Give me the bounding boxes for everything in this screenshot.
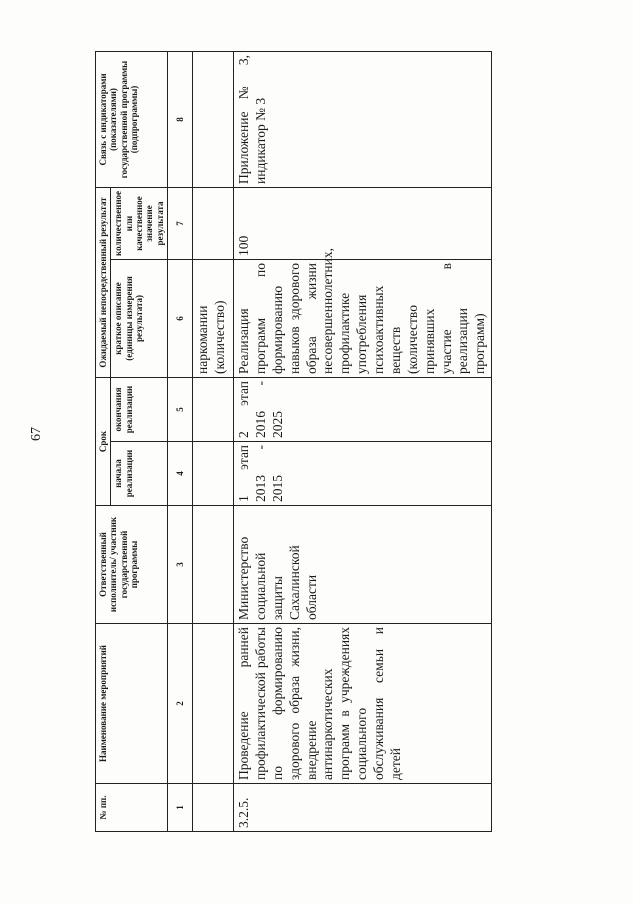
header-name: Наименование мероприятий [96, 624, 168, 784]
header-num: № пп. [96, 784, 168, 832]
measures-table [95, 51, 492, 832]
row-executor: Министерство социальной защиты Сахалинской области [234, 506, 492, 624]
header-result: Ожидаемый непосредственный результат [96, 187, 111, 377]
col-number: 8 [168, 51, 193, 187]
table-row [234, 51, 492, 831]
row-num: 3.2.5. [234, 784, 492, 832]
row-name: Проведение ранней профилактической работы по формированию здорового образа жизни, внедрение антинаркотических программ в учреждениях социального обслуживания семьи и детей [234, 624, 492, 784]
row-start: 1 этап 2013 - 2015 [234, 442, 492, 506]
header-term: Срок [96, 377, 111, 505]
header-executor: Ответственный исполнитель/ участник государственной программы [96, 506, 168, 624]
row-description: Реализация программ по формированию навыков здорового образа жизни несовершеннолетних, профилактике употребления психоактивных веществ (количество принявших участие в реализации программ) [234, 259, 492, 377]
header-description: краткое описание (единицы измерения результата) [111, 259, 168, 377]
row-end: 2 этап 2016 - 2025 [234, 377, 492, 441]
col-number: 6 [168, 259, 193, 377]
col-number: 2 [168, 624, 193, 784]
continuation-description: наркомании (количество) [193, 259, 234, 377]
header-link: Связь с индикаторами (показателями) государственной программы (подпрограммы) [96, 51, 168, 187]
col-number: 5 [168, 377, 193, 441]
header-start: начала реализации [111, 442, 168, 506]
page-number: 67 [29, 427, 44, 441]
header-end: окончания реализации [111, 377, 168, 441]
row-value: 100 [234, 187, 492, 259]
col-number: 7 [168, 187, 193, 259]
col-number: 1 [168, 784, 193, 832]
col-number: 4 [168, 442, 193, 506]
row-link: Приложение № 3, индикатор № 3 [234, 51, 492, 187]
rotated-table-container [95, 52, 595, 832]
col-number: 3 [168, 506, 193, 624]
header-value: количественное или качественное значение результата [111, 187, 168, 259]
